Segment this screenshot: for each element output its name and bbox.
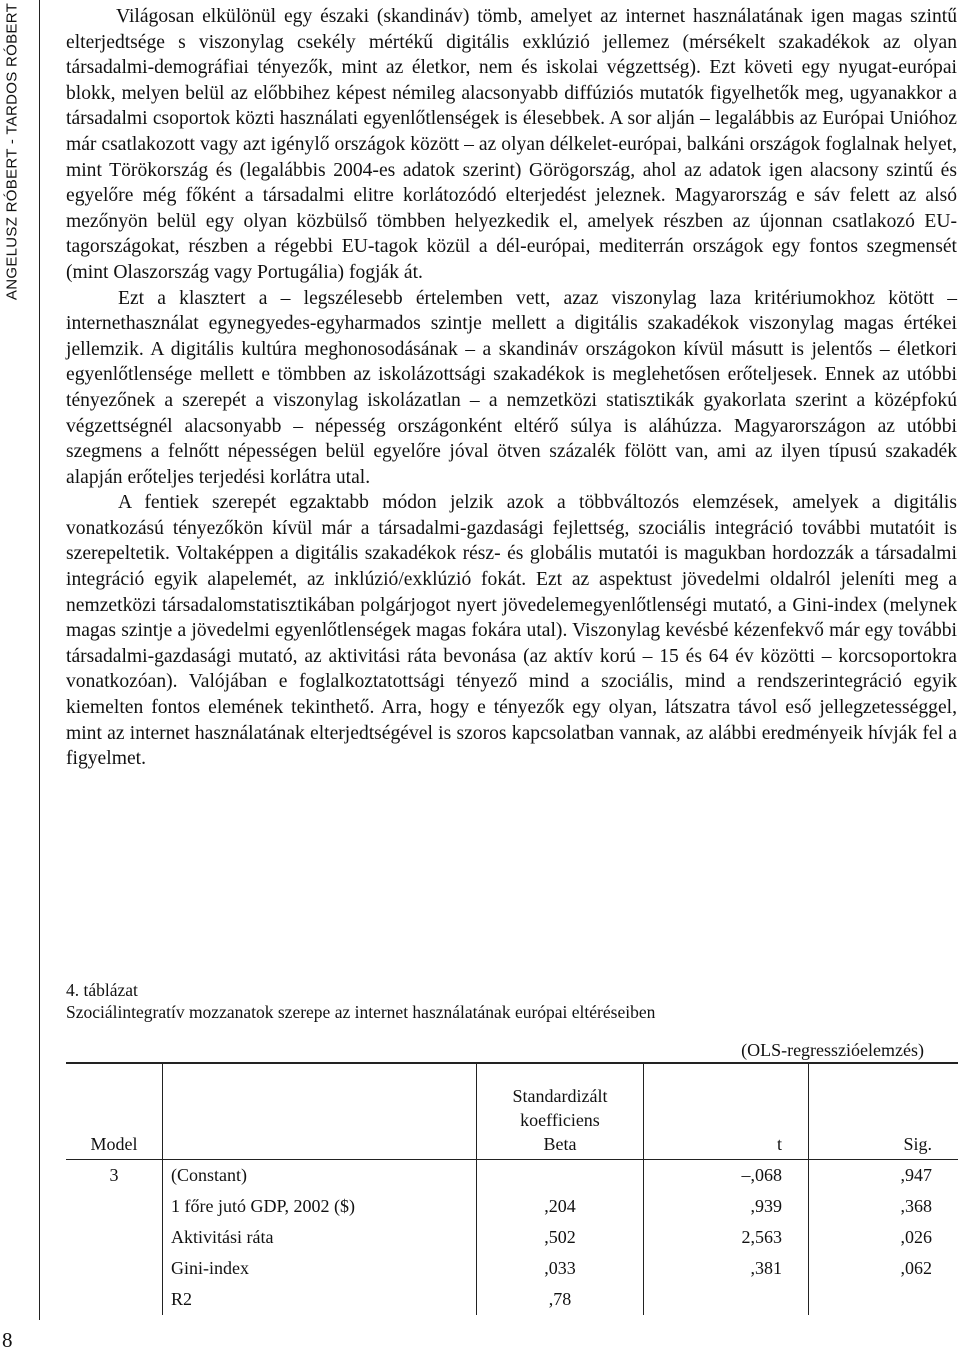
- row-t: ,381: [644, 1253, 809, 1284]
- row-t: [644, 1284, 809, 1315]
- header-beta-line3: Beta: [543, 1133, 577, 1154]
- table-title: Szociálintegratív mozzanatok szerepe az internet használatának európai eltéréseiben: [66, 1002, 656, 1022]
- row-t: 2,563: [644, 1222, 809, 1253]
- margin-rule: [39, 0, 40, 1320]
- header-beta-line1: Standardizált: [512, 1085, 608, 1106]
- table-row: [66, 1159, 958, 1191]
- row-sig: [809, 1284, 959, 1315]
- paragraph-2: Ezt a klasztert a – legszélesebb értelemben vett, azaz viszonylag laza kritériumokhoz kötött – internethasználat egynegyedes-egyharmados szintje mellett a digitális szakadékok viszonylag magas értékei jellemzik. A digitális kultúra meghonosodásának – a skandináv országokon kívül másutt is jelentős – életkori egyenlőtlensége mellett e tömbben az iskolázottsági szakadékok is meglehetősen erőteljesek. Ennek az utóbbi tényezőnek a szerepét a viszonylag iskolázatlan – a nemzetközi statisztikák gyakorlata szerint a középfokú végzettségnél alacsonyabb – népesség országonként eltérő súlya is aláhúzza. Magyarországon az utóbbi szegmens a felnőtt népességen belül egyelőre jóval ötven százalék fölött van, ami az ilyen típusú szakadék alapján erőteljes terjedési korlátra utal.: [66, 287, 957, 488]
- row-sig: ,026: [809, 1222, 959, 1253]
- page-number: 8: [2, 1328, 13, 1352]
- header-t: t: [644, 1063, 809, 1159]
- table-row: [66, 1222, 958, 1253]
- model-number: 3: [109, 1164, 119, 1185]
- running-header: ANGELUSZ RÓBERT - TARDOS RÓBERT: [3, 2, 21, 301]
- header-beta-line2: koefficiens: [520, 1109, 600, 1130]
- header-label: [163, 1063, 477, 1159]
- row-label: (Constant): [163, 1159, 477, 1191]
- row-sig: ,368: [809, 1191, 959, 1222]
- row-beta: ,204: [477, 1191, 644, 1222]
- row-label: R2: [163, 1284, 477, 1315]
- row-beta: ,78: [477, 1284, 644, 1315]
- row-beta: ,033: [477, 1253, 644, 1284]
- body-text: [66, 4, 957, 772]
- table-caption: [66, 979, 957, 1023]
- row-label: 1 főre jutó GDP, 2002 ($): [163, 1191, 477, 1222]
- paragraph-1: Világosan elkülönül egy északi (skandináv) tömb, amelyet az internet használatának igen magas szintű elterjedtsége s viszonylag csekély mértékű digitális exklúzió jellemez (mérsékelt szakadékok az olyan társadalmi-demográfiai tényezők, mint az életkor, nem és iskolai végzettség). Ezt követi egy nyugat-európai blokk, melyen belül az előbbihez képest némileg alacsonyabb diffúziós mutatók figyelhetők meg, ugyanakkor a társadalmi csoportok közti használati egyenlőtlenségek is élesebbek. A sor alján – legalábbis az Európai Unióhoz már csatlakozott vagy azt igénylő országok között – az olyan délkelet-európai, balkáni országok foglalnak helyet, mint Törökország és (legalábbis 2004-es adatok szerint) Görögország, ahol az adatok igen alacsony szintű és egyelőre még főként a társadalmi elitre korlátozódó elterjedést jeleznek. Magyarország e sáv felett az alsó mezőnyön belül egy olyan közbülső tömbben helyezkedik el, amelyek részben az újonnan csatlakozó EU-tagországokat, részben a régebbi EU-tagok közül a dél-európai, mediterrán országok egy fontos szegmensét (mint Olaszország vagy Portugália) fogják át.: [66, 6, 957, 283]
- row-sig: ,062: [809, 1253, 959, 1284]
- header-model: Model: [90, 1133, 138, 1154]
- row-label: Gini-index: [163, 1253, 477, 1284]
- regression-table: [66, 1062, 958, 1315]
- table-header-row: [66, 1063, 958, 1159]
- row-sig: ,947: [809, 1159, 959, 1191]
- row-beta: [477, 1159, 644, 1191]
- table-method-note: (OLS-regresszióelemzés): [741, 1040, 924, 1060]
- table-row: [66, 1284, 958, 1315]
- row-label: Aktivitási ráta: [163, 1222, 477, 1253]
- row-t: ,939: [644, 1191, 809, 1222]
- table-row: [66, 1191, 958, 1222]
- row-beta: ,502: [477, 1222, 644, 1253]
- table-row: [66, 1253, 958, 1284]
- table-number: 4. táblázat: [66, 980, 138, 1000]
- header-sig: Sig.: [809, 1063, 959, 1159]
- header-beta: [477, 1063, 644, 1159]
- paragraph-3: A fentiek szerepét egzaktabb módon jelzik azok a többváltozós elemzések, amelyek a digitális vonatkozású tényezőkön kívül már a társadalmi-gazdasági fejlettség, szociális integráció további mutatóit is szerepeltetik. Voltaképpen a digitális szakadékok rész- és globális mutatói is magukban hordozzák a társadalmi integráció egyik alapelemét, az inklúzió/exklúzió fokát. Ezt az aspektust jövedelmi oldalról jeleníti meg a nemzetközi társadalomstatisztikában polgárjogot nyert jövedelemegyenlőtlenségi mutató, a Gini-index (melynek magas szintje a jövedelmi egyenlőtlenségek magas fokára utal). Viszonylag kevésbé kézenfekvő már egy további társadalmi-gazdasági mutató, az aktivitási ráta bevonása (az aktív korú – 15 és 64 év közötti – korcsoportokra vonatkozóan). Valójában e foglalkoztatottsági tényező mind a szociális, mind a rendszerintegráció egyik kiemelten fontos elemének tekinthető. Arra, hogy e tényezők egy olyan, látszatra távol eső jellegzetességgel, mint az internet használatának elterjedtségével is szoros kapcsolatban vannak, az alábbi eredményeik hívják fel a figyelmet.: [66, 492, 957, 770]
- row-t: –,068: [644, 1159, 809, 1191]
